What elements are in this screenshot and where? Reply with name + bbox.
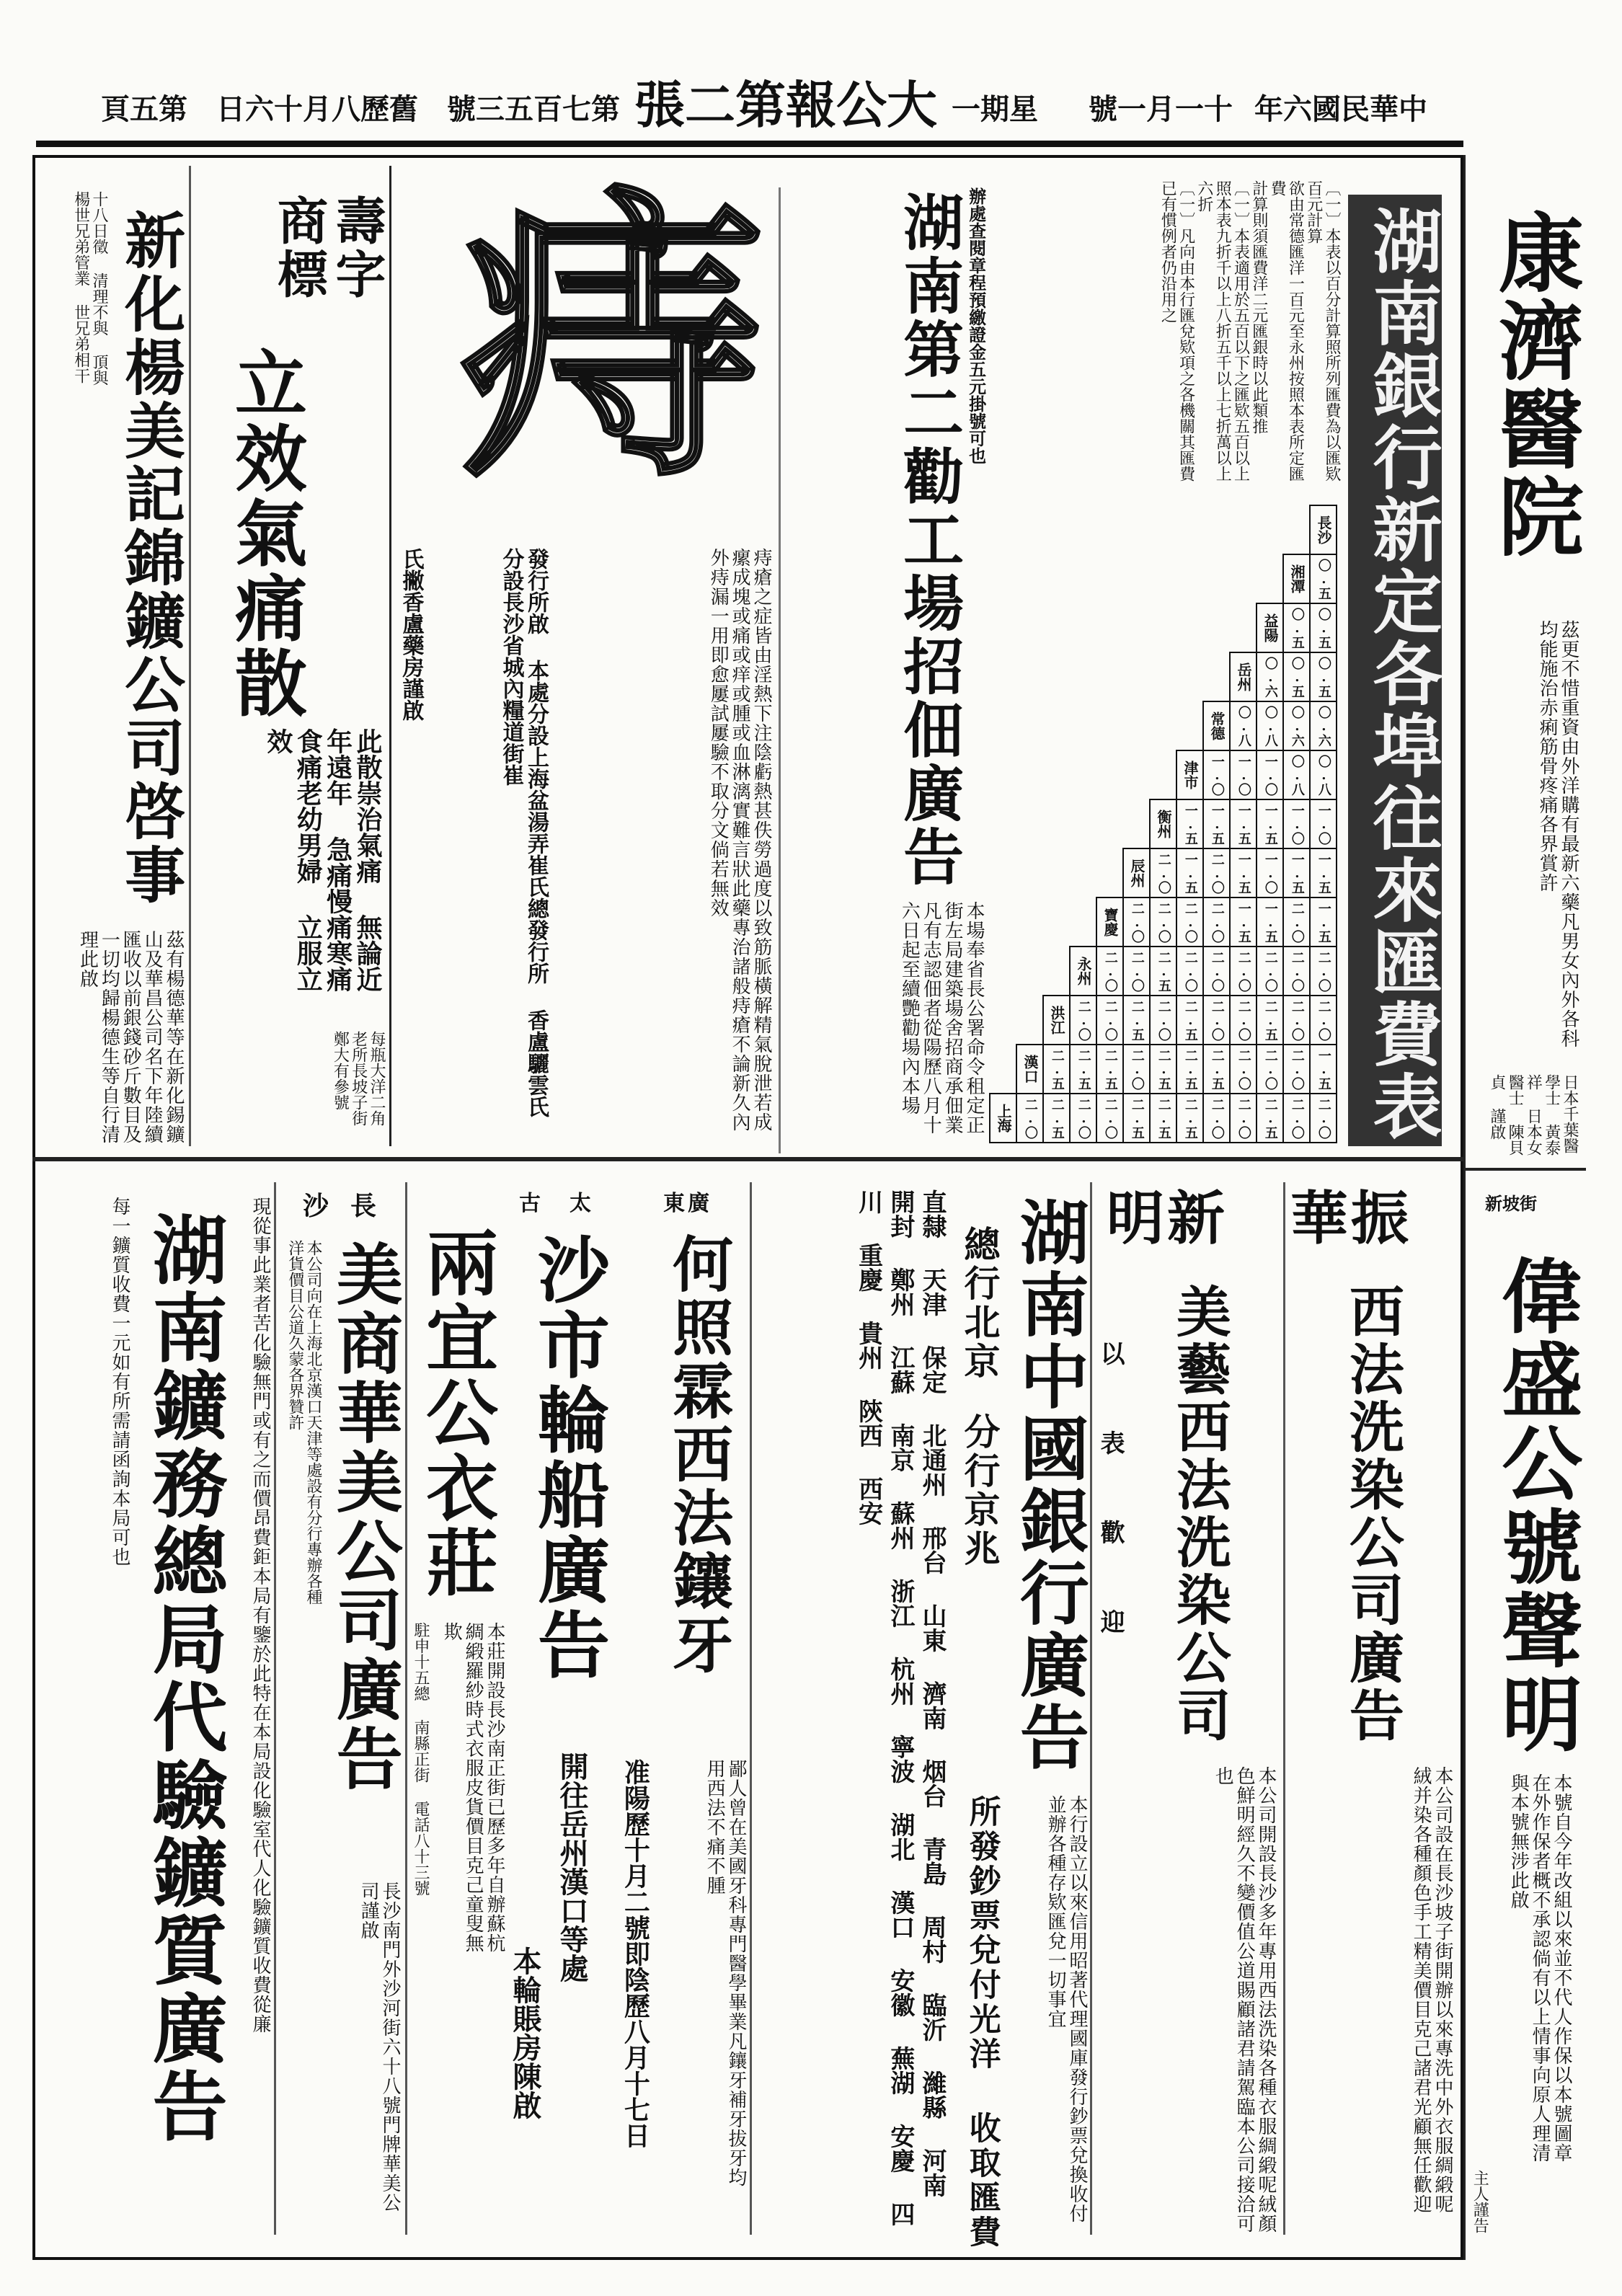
yangmeiji-date-note: 十八日徵 清理不與 頂與楊世兄弟管業 世兄弟相干 [71, 191, 108, 386]
empty-cell [1123, 750, 1150, 799]
rate-cell: 一.五 [1310, 897, 1337, 947]
empty-cell [1230, 505, 1257, 554]
rate-cell: 二.五 [1150, 1045, 1176, 1094]
empty-cell [1230, 554, 1257, 603]
empty-cell [1070, 848, 1096, 897]
empty-cell [1150, 603, 1176, 652]
empty-cell [1043, 750, 1070, 799]
section-divider [32, 1157, 1463, 1161]
header-page: 第五頁 [101, 92, 187, 126]
empty-cell [990, 652, 1016, 701]
taigu-brand [519, 1193, 620, 1215]
liangyi-title: 兩宜公衣莊 [414, 1225, 499, 1600]
rate-cell: 一.五 [1310, 848, 1337, 897]
bank-rate-row [990, 897, 1337, 947]
zhenhua-brand [1290, 1184, 1412, 1252]
empty-cell [1096, 701, 1123, 750]
kuangwu-body: 現從事此業者苦化驗無門或有之而價昂費鉅本局有鑒於此特在本局設化驗室代人化驗鑛質收費從廉 [249, 1197, 271, 2034]
rate-cell: 二.五 [1043, 1094, 1070, 1143]
empty-cell [990, 750, 1016, 799]
bank-rate-row [990, 554, 1337, 603]
empty-cell [1016, 750, 1043, 799]
meiyi-title: 美藝西法洗染公司 [1167, 1283, 1232, 1745]
empty-cell [1043, 554, 1070, 603]
divider [1283, 1182, 1285, 2235]
rate-cell: 〇.五 [1283, 652, 1310, 701]
rate-cell: 一.五 [1230, 799, 1257, 848]
rate-cell: 〇.八 [1257, 701, 1283, 750]
bank-note: 欲由常德匯洋一百元至永州按照本表所定匯費 [1268, 180, 1305, 482]
rate-cell: 一.〇 [1257, 848, 1283, 897]
rate-cell: 一.五 [1230, 897, 1257, 947]
rate-cell: 二.〇 [1150, 897, 1176, 947]
divider [750, 1182, 752, 2235]
kuangwu-note: 每一鑛質收費一元如有所需請函詢本局可也 [109, 1197, 130, 1566]
bank-rate-row [990, 799, 1337, 848]
bank-rate-grid [989, 505, 1337, 1143]
taigu-route: 開往岳州漢口等處 [555, 1752, 589, 1982]
liangyi-address: 駐申十五總 南縣正街 電話八十三號 [412, 1622, 430, 1896]
empty-cell [1096, 848, 1123, 897]
empty-cell [1043, 652, 1070, 701]
boc-head-office: 總行北京 [958, 1225, 1001, 1381]
rate-cell: 二.五 [1176, 1045, 1203, 1094]
rate-cell: 二.五 [1150, 1094, 1176, 1143]
bank-rate-row [990, 848, 1337, 897]
rate-cell: 二.〇 [1230, 1094, 1257, 1143]
empty-cell [1070, 701, 1096, 750]
divider [1463, 155, 1466, 2260]
huamei-address: 長沙南門外沙河街六十八號門牌華美公司謹啟 [358, 1881, 401, 2212]
empty-cell [1070, 897, 1096, 947]
rate-cell: 二.五 [1150, 947, 1176, 996]
bank-rate-row [990, 996, 1337, 1045]
rate-cell: 二.〇 [1096, 1094, 1123, 1143]
header-rule [36, 141, 1463, 147]
zhi-sale: 發行所啟 本處分設上海盆湯弄崔氏總發行所 香盧驪雲氏 分設長沙省城內糧道街崔 [498, 548, 549, 1117]
empty-cell [1016, 554, 1043, 603]
empty-cell [990, 554, 1016, 603]
empty-cell [1070, 652, 1096, 701]
bank-table-notes [1125, 180, 1341, 483]
city-header: 寶慶 [1096, 897, 1123, 947]
empty-cell [1203, 603, 1230, 652]
taigu-title: 沙市輪船廣告 [526, 1233, 611, 1683]
bank-note: 〔一〕本表適用於五百以下之匯欵五百以上照本表九折千以上八折五千以上七折萬以上六折 [1195, 180, 1250, 482]
city-header: 長沙 [1310, 505, 1337, 554]
rate-cell: 二.〇 [1176, 947, 1203, 996]
empty-cell [1016, 996, 1043, 1045]
rate-cell: 二.〇 [1123, 1045, 1150, 1094]
kangji-doctors: 日本千葉醫學士 黃泰祥 日本女醫士 陳貝貞 謹啟 [1487, 1074, 1579, 1156]
rate-cell: 二.五 [1176, 1094, 1203, 1143]
rate-cell: 一.五 [1176, 799, 1203, 848]
rate-cell: 二.〇 [1230, 1045, 1257, 1094]
kuangwu-title: 湖南鑛務總局代驗鑛質廣告 [139, 1211, 229, 2145]
rate-cell: 二.五 [1257, 1094, 1283, 1143]
meiyi-brand [1107, 1184, 1228, 1252]
boc-title: 湖南中國銀行廣告 [1009, 1197, 1091, 1773]
zhenhua-brand-text: 振華 [1290, 1184, 1412, 1252]
empty-cell [1230, 603, 1257, 652]
empty-cell [1203, 554, 1230, 603]
empty-cell [1043, 603, 1070, 652]
rate-cell: 〇.五 [1310, 554, 1337, 603]
rate-cell: 一.五 [1176, 848, 1203, 897]
huamei-title: 美商華美公司廣告 [325, 1240, 404, 1794]
zhi-big-character: 痔 [461, 161, 764, 516]
quangong-title: 湖南第二勸工場招佃廣告 [893, 191, 965, 889]
empty-cell [1043, 701, 1070, 750]
rate-cell: 二.〇 [1310, 1094, 1337, 1143]
empty-cell [1150, 554, 1176, 603]
bank-note: 計算則須匯費洋二元匯銀時以此類推 [1249, 180, 1268, 434]
rate-cell: 二.〇 [1203, 897, 1230, 947]
weisheng-title: 偉盛公號聲明 [1488, 1254, 1583, 1756]
rate-cell: 二.〇 [1016, 1094, 1043, 1143]
rate-cell: 二.五 [1257, 996, 1283, 1045]
empty-cell [1096, 505, 1123, 554]
city-header: 洪江 [1043, 996, 1070, 1045]
city-header: 永州 [1070, 947, 1096, 996]
divider [1090, 1182, 1092, 2235]
empty-cell [1096, 554, 1123, 603]
rate-cell: 二.〇 [1283, 1045, 1310, 1094]
rate-cell: 〇.六 [1283, 701, 1310, 750]
rate-cell: 二.〇 [1096, 996, 1123, 1045]
meiyi-body: 本公司開設長沙多年專用西法洗染各種衣服綢緞呢絨顏色鮮明經久不變價值公道賜顧諸君請駕臨本公司接洽可也 [1212, 1766, 1277, 2233]
divider [779, 187, 781, 1153]
city-header: 辰州 [1123, 848, 1150, 897]
empty-cell [990, 947, 1016, 996]
hezhaolin-title: 何照霖西法鑲牙 [662, 1233, 735, 1677]
lixiao-price: 每瓶大洋二角 老所長坡子街 鄭大有參號 [331, 1031, 386, 1126]
huamei-region-text: 長沙 [303, 1191, 399, 1221]
lixiao-body: 此散崇治氣痛 無論近年遠年 急痛慢痛寒痛 食痛老幼男婦 立服立效 [262, 728, 383, 992]
boc-slogan: 所發鈔票兌付光洋 收取匯費 [963, 1795, 1001, 2250]
rate-cell: 〇.五 [1310, 603, 1337, 652]
bank-rate-row [990, 603, 1337, 652]
rate-cell: 二.〇 [1257, 1045, 1283, 1094]
rate-cell: 二.〇 [1310, 947, 1337, 996]
rate-cell: 一.〇 [1257, 750, 1283, 799]
rate-cell: 二.〇 [1123, 947, 1150, 996]
zhenhua-title: 西法洗染公司廣告 [1340, 1283, 1405, 1745]
bank-note: 〔一〕本表以百分計算照所列匯費為以匯欵百元計算 [1304, 180, 1341, 482]
divider [274, 1182, 276, 2235]
rate-cell: 二.〇 [1123, 897, 1150, 947]
rate-cell: 二.〇 [1203, 848, 1230, 897]
weisheng-sign: 主人謹告 [1471, 2170, 1489, 2233]
empty-cell [1043, 799, 1070, 848]
rate-cell: 一.〇 [1203, 750, 1230, 799]
empty-cell [1096, 750, 1123, 799]
empty-cell [1123, 799, 1150, 848]
rate-cell: 二.〇 [1257, 947, 1283, 996]
kangji-title: 康濟醫院 [1484, 209, 1585, 561]
empty-cell [1070, 554, 1096, 603]
quangong-body: 本場奉省長公署命令租定正街左局建築場舍招商承佃業凡有志認佃者從陽歷八月十六日起至續艷勸場內本場 [898, 901, 985, 1135]
rate-cell: 二.五 [1203, 1045, 1230, 1094]
boc-body: 本行設立以來信用昭著代理國庫發行鈔票兌換收付並辦各種存欵匯兌一切事宜 [1045, 1795, 1088, 2223]
rate-cell: 〇.五 [1283, 603, 1310, 652]
bank-rate-row [990, 701, 1337, 750]
empty-cell [1016, 799, 1043, 848]
rate-cell: 〇.八 [1283, 750, 1310, 799]
city-header: 常德 [1203, 701, 1230, 750]
empty-cell [1016, 897, 1043, 947]
rate-cell: 二.五 [1176, 996, 1203, 1045]
empty-cell [1123, 652, 1150, 701]
rate-cell: 二.〇 [1150, 996, 1176, 1045]
liangyi-body: 本莊開設長沙南正街已歷多年自辦蘇杭綢緞羅紗時式衣服皮貨價目克己童叟無欺 [440, 1622, 505, 1953]
empty-cell [1176, 652, 1203, 701]
empty-cell [1043, 505, 1070, 554]
header-date: 十一月一號 [1089, 92, 1233, 126]
zhi-sign: 氏撇香盧藥房謹啟 [398, 548, 424, 721]
rate-cell: 二.五 [1043, 1045, 1070, 1094]
divider [405, 1182, 407, 2235]
hezhaolin-body: 鄙人曾在美國牙科專門醫學畢業凡鑲牙補牙拔牙均用西法不痛不腫 [704, 1759, 747, 2187]
bank-rate-row [990, 652, 1337, 701]
rate-cell: 二.〇 [1283, 1094, 1310, 1143]
rate-cell: 二.〇 [1230, 996, 1257, 1045]
rate-cell: 一.〇 [1230, 750, 1257, 799]
rate-cell: 二.〇 [1283, 996, 1310, 1045]
empty-cell [1257, 505, 1283, 554]
rate-cell: 二.〇 [1070, 996, 1096, 1045]
divider [1463, 1168, 1586, 1171]
huamei-body: 本公司向在上海北京漢口天津等處設有分行專辦各種洋貨價目公道久蒙各界贊許 [285, 1240, 322, 1605]
empty-cell [1150, 652, 1176, 701]
hezhaolin-region [663, 1193, 712, 1215]
weisheng-body: 本號自今年改組以來並不代人作保以本號圖章在外作保者概不承認倘有以上情事向原人理清與本號無涉此啟 [1507, 1773, 1572, 2163]
rate-cell: 〇.八 [1230, 701, 1257, 750]
huamei-region [303, 1193, 398, 1219]
empty-cell [1203, 652, 1230, 701]
empty-cell [1016, 701, 1043, 750]
taigu-brand-text: 太古 [519, 1191, 620, 1216]
rate-cell: 二.〇 [1176, 897, 1203, 947]
lixiao-brand: 壽字商標 [269, 195, 387, 301]
rate-cell: 〇.五 [1310, 652, 1337, 701]
empty-cell [1150, 750, 1176, 799]
empty-cell [990, 897, 1016, 947]
empty-cell [1070, 750, 1096, 799]
rate-cell: 一.五 [1230, 848, 1257, 897]
yangmeiji-body: 茲有楊德華等在新化錫鑛山及華昌公司名下年陸續匯收以前銀錢砂斤數目及一切均歸楊德生等自行清理此啟 [76, 930, 185, 1144]
header-year: 中華民國六年 [1254, 92, 1427, 126]
bank-rate-row [990, 750, 1337, 799]
empty-cell [1123, 701, 1150, 750]
rate-cell: 一.五 [1283, 848, 1310, 897]
city-header: 津市 [1176, 750, 1203, 799]
rate-cell: 二.五 [1070, 1045, 1096, 1094]
kangji-body: 茲更不惜重資由外洋購有最新六藥凡男女內外各科均能施治赤痢筋骨疼痛各界賞許 [1536, 620, 1579, 1048]
rate-cell: 二.〇 [1230, 947, 1257, 996]
header-issue: 第七百五三號 [447, 92, 620, 126]
empty-cell [1150, 505, 1176, 554]
rate-cell: 二.〇 [1283, 947, 1310, 996]
empty-cell [990, 996, 1016, 1045]
taigu-agent: 本輪賬房陳啟 [508, 1946, 542, 2119]
empty-cell [1203, 505, 1230, 554]
empty-cell [990, 505, 1016, 554]
rate-cell: 二.〇 [1283, 897, 1310, 947]
empty-cell [1016, 652, 1043, 701]
city-header: 上海 [990, 1094, 1016, 1143]
city-header: 衡州 [1150, 799, 1176, 848]
empty-cell [990, 848, 1016, 897]
empty-cell [1176, 505, 1203, 554]
zhi-body: 痔瘡之症皆由淫熱下注陰虧熱甚佚勞過度以致筋脈橫解精氣脫泄若成瘰成塊或痛或痒或腫或血淋漓實難言狀此藥專治諸般痔瘡不論新久內外痔漏一用即愈屢試屢驗不取分文倘若無效 [707, 548, 772, 1132]
rate-cell: 二.五 [1096, 1045, 1123, 1094]
boc-branches: 直隸 天津 保定 北通州 邢台 山東 濟南 烟台 青島 周村 臨沂 濰縣 河南 開封 鄭州 江蘇 南京 蘇州 浙江 杭州 寧波 湖北 漢口 安徽 蕪湖 安慶 四川 重慶 貴州 陝西 西安 [854, 1189, 947, 2226]
rate-cell: 二.〇 [1096, 947, 1123, 996]
rate-cell: 二.〇 [1203, 1094, 1230, 1143]
empty-cell [990, 603, 1016, 652]
bank-rate-row [990, 947, 1337, 996]
city-header: 益陽 [1257, 603, 1283, 652]
bank-rate-row [990, 1045, 1337, 1094]
empty-cell [1096, 603, 1123, 652]
rate-cell: 二.〇 [1070, 1094, 1096, 1143]
empty-cell [990, 799, 1016, 848]
city-header: 湘潭 [1283, 554, 1310, 603]
empty-cell [1123, 505, 1150, 554]
rate-cell: 二.〇 [1203, 947, 1230, 996]
rate-cell: 一.〇 [1283, 799, 1310, 848]
rate-cell: 二.〇 [1150, 848, 1176, 897]
rate-cell: 二.〇 [1310, 996, 1337, 1045]
city-header: 岳州 [1230, 652, 1257, 701]
empty-cell [1283, 505, 1310, 554]
empty-cell [1096, 652, 1123, 701]
empty-cell [1043, 947, 1070, 996]
hezhaolin-date: 准陽歷十月二號即陰歷八月十七日 [620, 1759, 651, 2148]
rate-cell: 〇.六 [1310, 701, 1337, 750]
quangong-note: 辦處查閱章程預繳證金五元掛號可也 [965, 187, 987, 464]
empty-cell [1176, 603, 1203, 652]
empty-cell [1257, 554, 1283, 603]
empty-cell [1070, 505, 1096, 554]
empty-cell [990, 1045, 1016, 1094]
boc-branch: 分行京兆 [958, 1413, 1001, 1569]
rate-cell: 一.五 [1310, 1045, 1337, 1094]
rate-cell: 〇.八 [1310, 750, 1337, 799]
header-weekday: 星期一 [952, 92, 1038, 126]
hezhaolin-region-text: 廣東 [663, 1191, 712, 1216]
rate-cell: 二.五 [1123, 996, 1150, 1045]
empty-cell [1150, 701, 1176, 750]
rate-cell: 一.五 [1257, 799, 1283, 848]
meiyi-brand-text: 新明 [1107, 1184, 1228, 1252]
empty-cell [1016, 603, 1043, 652]
empty-cell [990, 701, 1016, 750]
meiyi-side: 以表歡迎 [1096, 1341, 1125, 1698]
rate-cell: 一.五 [1203, 799, 1230, 848]
empty-cell [1016, 947, 1043, 996]
empty-cell [1123, 554, 1150, 603]
bank-rate-row [990, 505, 1337, 554]
bank-note: 〔一〕凡向由本行匯兌欵項之各機關其匯費已有慣例者仍沿用之 [1158, 180, 1195, 482]
lixiao-title: 立效氣痛散 [223, 346, 308, 721]
empty-cell [1176, 554, 1203, 603]
city-header: 漢口 [1016, 1045, 1043, 1094]
rate-cell: 二.〇 [1203, 996, 1230, 1045]
zhenhua-body: 本公司設在長沙坡子街開辦以來專洗中外衣服綢緞呢絨并染各種顏色手工精美價目克己諸君光顧無任歡迎 [1410, 1766, 1453, 2214]
masthead: 大公報第二張 [634, 75, 937, 135]
empty-cell [1043, 848, 1070, 897]
empty-cell [1016, 505, 1043, 554]
weisheng-street: 新坡街 [1485, 1193, 1537, 1214]
header-lunar-date: 舊歷八月十六日 [216, 92, 418, 126]
bank-table-title: 湖南銀行新定各埠往來匯費表 [1348, 195, 1442, 1146]
divider [189, 166, 191, 1146]
rate-cell: 一.〇 [1310, 799, 1337, 848]
empty-cell [1176, 701, 1203, 750]
rate-cell: 〇.六 [1257, 652, 1283, 701]
bank-rate-row [990, 1094, 1337, 1143]
empty-cell [1043, 897, 1070, 947]
empty-cell [1123, 603, 1150, 652]
empty-cell [1016, 848, 1043, 897]
rate-cell: 一.五 [1257, 897, 1283, 947]
empty-cell [1096, 799, 1123, 848]
empty-cell [1070, 799, 1096, 848]
empty-cell [1070, 603, 1096, 652]
yangmeiji-title: 新化楊美記錦鑛公司啓事 [115, 209, 187, 907]
rate-cell: 二.五 [1123, 1094, 1150, 1143]
divider [389, 166, 391, 1146]
